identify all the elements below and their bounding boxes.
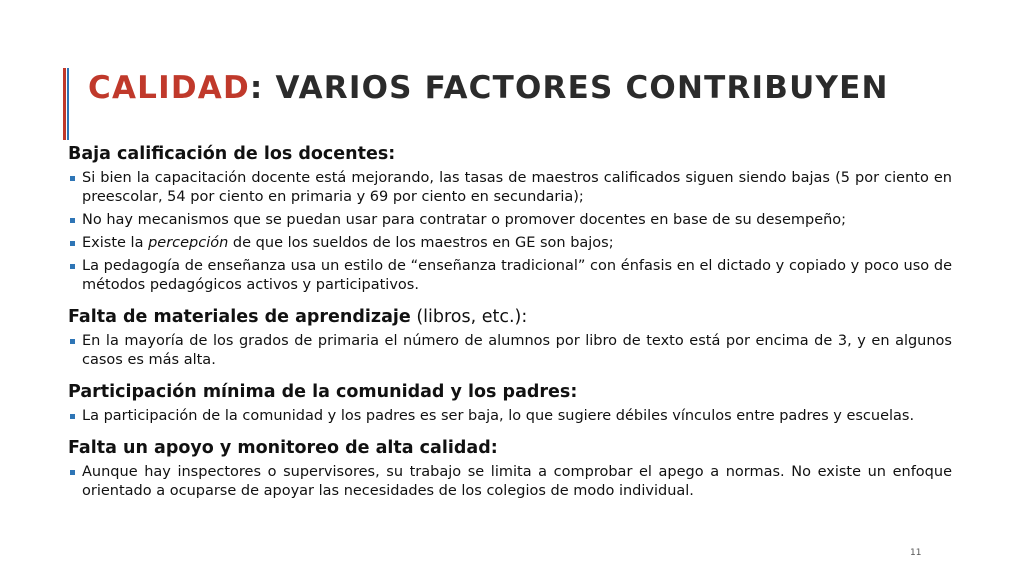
bullet-icon (70, 218, 75, 223)
bullet-icon (70, 241, 75, 246)
bullet-list (68, 463, 952, 501)
title-accent-bar-secondary (67, 68, 69, 140)
bullet-icon (70, 470, 75, 475)
bullet-text: La participación de la comunidad y los padres es ser baja, lo que sugiere débiles vínculos entre padres y escuelas. (82, 408, 915, 424)
section-heading: Falta un apoyo y monitoreo de alta calidad: (68, 438, 498, 458)
bullet-item (68, 211, 952, 230)
bullet-icon (70, 264, 75, 269)
bullet-text-italic: percepción (148, 235, 229, 251)
bullet-item (68, 169, 952, 207)
bullet-item (68, 463, 952, 501)
bullet-item (68, 234, 952, 253)
bullet-icon (70, 176, 75, 181)
section-heading-normal: (libros, etc.): (410, 307, 528, 327)
bullet-text-post: de que los sueldos de los maestros en GE son bajos; (228, 235, 614, 251)
title-accent-bar (63, 68, 66, 140)
bullet-list (68, 332, 952, 370)
bullet-text: Aunque hay inspectores o supervisores, su trabajo se limita a comprobar el apego a normas. No existe un enfoque orientado a ocuparse de apoyar las necesidades de los colegios de modo individual. (82, 464, 952, 499)
section-heading-bold: Falta de materiales de aprendizaje (68, 307, 411, 327)
slide-title-rest: : VARIOS FACTORES CONTRIBUYEN (249, 70, 889, 106)
bullet-text: En la mayoría de los grados de primaria el número de alumnos por libro de texto está por encima de 3, y en algunos casos es más alta. (82, 333, 952, 368)
slide-content (68, 142, 952, 511)
page-number: 11 (910, 548, 922, 558)
section-materiales (68, 305, 952, 370)
section-heading: Participación mínima de la comunidad y los padres: (68, 382, 578, 402)
section-docentes (68, 142, 952, 295)
bullet-text-pre: Existe la (82, 235, 149, 251)
slide-title (88, 66, 889, 110)
bullet-text: Si bien la capacitación docente está mejorando, las tasas de maestros calificados siguen siendo bajas (5 por ciento en preescolar, 54 por ciento en primaria y 69 por ciento en secundaria); (82, 170, 952, 205)
section-monitoreo (68, 436, 952, 501)
bullet-text: No hay mecanismos que se puedan usar para contratar o promover docentes en base de su desempeño; (82, 212, 847, 228)
bullet-item (68, 257, 952, 295)
bullet-list (68, 407, 952, 426)
bullet-text: La pedagogía de enseñanza usa un estilo de “enseñanza tradicional” con énfasis en el dictado y copiado y poco uso de métodos pedagógicos activos y participativos. (82, 258, 952, 293)
slide-title-accent: CALIDAD (88, 70, 250, 106)
bullet-icon (70, 414, 75, 419)
bullet-icon (70, 339, 75, 344)
section-participacion (68, 380, 952, 426)
bullet-list (68, 169, 952, 295)
bullet-item (68, 407, 952, 426)
section-heading (68, 305, 952, 329)
section-heading: Baja calificación de los docentes: (68, 144, 396, 164)
bullet-item (68, 332, 952, 370)
